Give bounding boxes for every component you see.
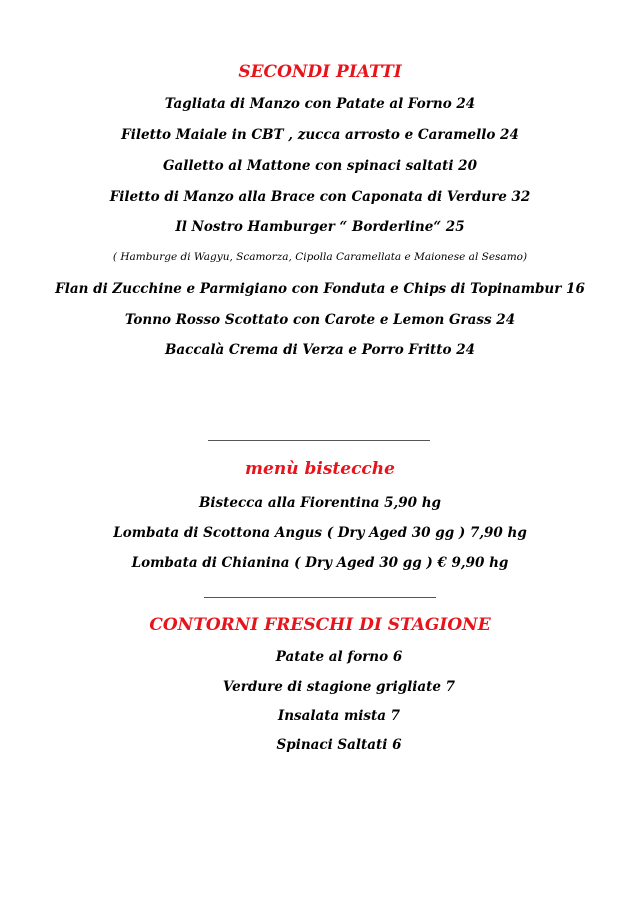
menu-item: Il Nostro Hamburger “ Borderline“ 25 (175, 219, 465, 235)
menu-item: Lombata di Scottona Angus ( Dry Aged 30 gg ) 7,90 hg (113, 525, 527, 541)
menu-item: Tonno Rosso Scottato con Carote e Lemon Grass 24 (124, 312, 516, 328)
menu-item: Lombata di Chianina ( Dry Aged 30 gg ) € 9,90 hg (131, 555, 509, 571)
secondi-title: SECONDI PIATTI (238, 62, 402, 82)
menu-item: Galletto al Mattone con spinaci saltati 20 (163, 158, 477, 174)
menu-item-note: ( Hamburge di Wagyu, Scamorza, Cipolla Caramellata e Maionese al Sesamo) (112, 251, 528, 263)
section-divider (208, 440, 430, 441)
menu-item: Spinaci Saltati 6 (276, 737, 402, 753)
menu-item: Baccalà Crema di Verza e Porro Fritto 24 (165, 342, 475, 358)
menu-item: Patate al forno 6 (275, 649, 403, 665)
menu-item: Flan di Zucchine e Parmigiano con Fonduta e Chips di Topinambur 16 (55, 281, 585, 297)
menu-item: Insalata mista 7 (277, 708, 401, 724)
menu-item: Filetto Maiale in CBT , zucca arrosto e Caramello 24 (121, 127, 519, 143)
menu-item: Tagliata di Manzo con Patate al Forno 24 (164, 96, 476, 112)
menu-item: Verdure di stagione grigliate 7 (222, 679, 456, 695)
contorni-title: CONTORNI FRESCHI DI STAGIONE (149, 615, 491, 635)
bistecche-title: menù bistecche (245, 459, 395, 479)
menu-item: Filetto di Manzo alla Brace con Caponata di Verdure 32 (109, 189, 531, 205)
section-divider (204, 597, 436, 598)
menu-item: Bistecca alla Fiorentina 5,90 hg (199, 495, 441, 511)
